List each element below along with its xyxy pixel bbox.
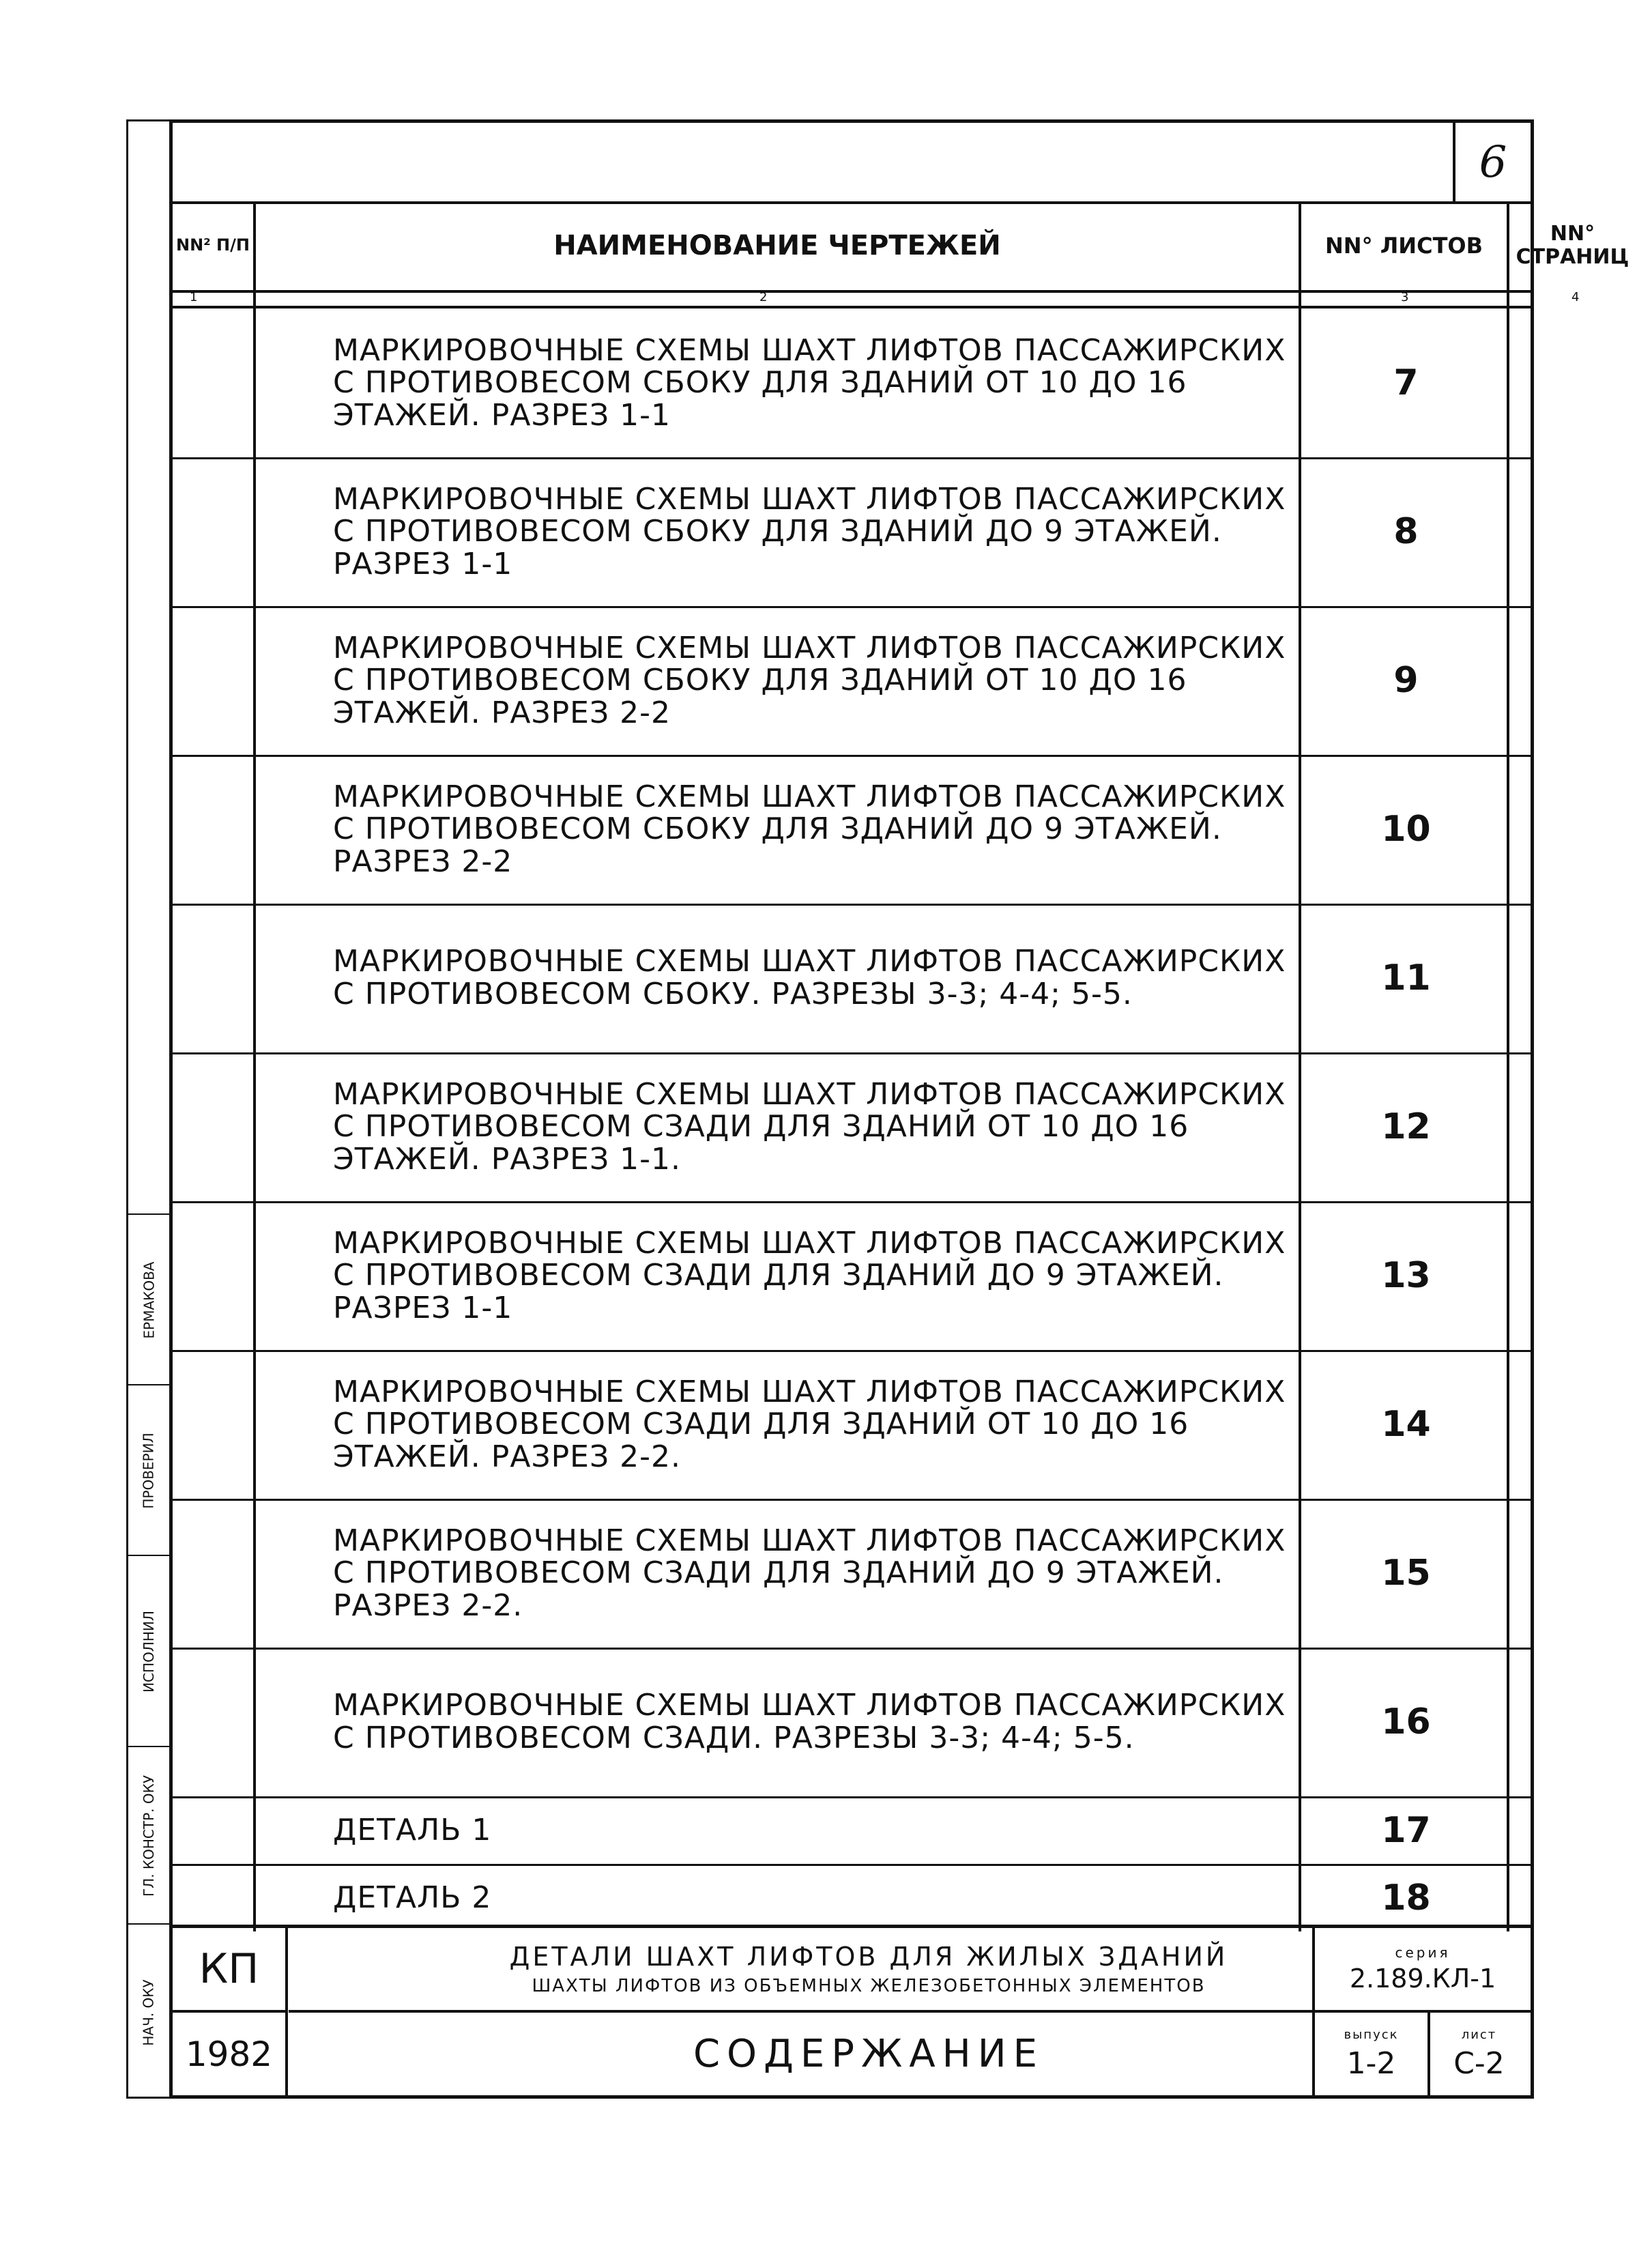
- row-title: МАРКИРОВОЧНЫЕ СХЕМЫ ШАХТ ЛИФТОВ ПАССАЖИРСКИХ С ПРОТИВОВЕСОМ СБОКУ ДЛЯ ЗДАНИЙ ДО 9 ЭТАЖЕЙ. РАЗРЕЗ 1-1: [333, 481, 1286, 581]
- strip-cell-chief: ГЛ. КОНСТР. ОКУ: [128, 1746, 169, 1925]
- row-sheet-number: 18: [1381, 1877, 1431, 1918]
- sheet-cell: [1428, 2013, 1531, 2095]
- row-title: ДЕТАЛЬ 2: [333, 1880, 492, 1915]
- row-title: МАРКИРОВОЧНЫЕ СХЕМЫ ШАХТ ЛИФТОВ ПАССАЖИРСКИХ С ПРОТИВОВЕСОМ СБОКУ ДЛЯ ЗДАНИЙ ОТ 10 ДО 16 ЭТАЖЕЙ. РАЗРЕЗ 2-2: [333, 630, 1286, 730]
- strip-cell-name: ЕРМАКОВА: [128, 1213, 169, 1385]
- table-row: [173, 904, 1531, 1054]
- header-col-number: NN² П/П: [176, 235, 250, 255]
- table-row: [173, 755, 1531, 906]
- table-row: [173, 1350, 1531, 1501]
- row-title: МАРКИРОВОЧНЫЕ СХЕМЫ ШАХТ ЛИФТОВ ПАССАЖИРСКИХ С ПРОТИВОВЕСОМ СБОКУ ДЛЯ ЗДАНИЙ ДО 9 ЭТАЖЕЙ. РАЗРЕЗ 2-2: [333, 779, 1286, 879]
- row-sheet-number: 17: [1381, 1809, 1431, 1851]
- row-sheet-number: 10: [1381, 809, 1431, 850]
- table-row: [173, 1864, 1531, 1931]
- table-row: [173, 606, 1531, 757]
- description-line-1: ДЕТАЛИ ШАХТ ЛИФТОВ ДЛЯ ЖИЛЫХ ЗДАНИЙ: [509, 1942, 1228, 1972]
- table-row: [173, 1052, 1531, 1203]
- table-row: [173, 1796, 1531, 1866]
- col-num-1: 1: [190, 290, 198, 304]
- row-title: МАРКИРОВОЧНЫЕ СХЕМЫ ШАХТ ЛИФТОВ ПАССАЖИРСКИХ С ПРОТИВОВЕСОМ СЗАДИ ДЛЯ ЗДАНИЙ ДО 9 ЭТАЖЕЙ. РАЗРЕЗ 2-2.: [333, 1523, 1286, 1623]
- row-title: МАРКИРОВОЧНЫЕ СХЕМЫ ШАХТ ЛИФТОВ ПАССАЖИРСКИХ С ПРОТИВОВЕСОМ СЗАДИ. РАЗРЕЗЫ 3-3; 4-4; 5-5.: [333, 1688, 1286, 1755]
- table-row: [173, 1648, 1531, 1798]
- row-title: МАРКИРОВОЧНЫЕ СХЕМЫ ШАХТ ЛИФТОВ ПАССАЖИРСКИХ С ПРОТИВОВЕСОМ СЗАДИ ДЛЯ ЗДАНИЙ ОТ 10 ДО 16 ЭТАЖЕЙ. РАЗРЕЗ 2-2.: [333, 1374, 1286, 1474]
- drawing-sheet: [169, 119, 1629, 2099]
- row-title: ДЕТАЛЬ 1: [333, 1812, 492, 1848]
- issue-label: выпуск: [1344, 2027, 1399, 2042]
- header-rule: [173, 290, 1531, 293]
- strip-cell-checked: ПРОВЕРИЛ: [128, 1384, 169, 1556]
- sheet-label: лист: [1461, 2027, 1497, 2042]
- row-sheet-number: 8: [1393, 511, 1419, 552]
- project-year: 1982: [173, 2013, 288, 2095]
- sheet-number: 6: [1453, 123, 1531, 201]
- document-title: СОДЕРЖАНИЕ: [693, 2032, 1045, 2076]
- strip-cell-executed: ИСПОЛНИЛ: [128, 1555, 169, 1747]
- series-label: серия: [1395, 1944, 1451, 1961]
- row-sheet-number: 12: [1381, 1106, 1431, 1147]
- sheet-value: С-2: [1453, 2045, 1505, 2081]
- header-col-title: НАИМЕНОВАНИЕ ЧЕРТЕЖЕЙ: [553, 230, 1001, 261]
- project-description: [289, 1928, 1449, 2013]
- row-sheet-number: 13: [1381, 1255, 1431, 1296]
- row-sheet-number: 16: [1381, 1701, 1431, 1742]
- row-sheet-number: 7: [1393, 362, 1419, 403]
- top-bar: [173, 123, 1531, 204]
- row-sheet-number: 15: [1381, 1553, 1431, 1594]
- description-line-2: ШАХТЫ ЛИФТОВ ИЗ ОБЪЕМНЫХ ЖЕЛЕЗОБЕТОННЫХ ЭЛЕМЕНТОВ: [532, 1976, 1206, 1996]
- row-sheet-number: 14: [1381, 1404, 1431, 1445]
- series-cell: [1312, 1928, 1531, 2013]
- strip-cell-head: НАЧ. ОКУ: [128, 1923, 169, 2100]
- table-row: [173, 1201, 1531, 1352]
- series-value: 2.189.КЛ-1: [1349, 1964, 1496, 1994]
- table-row: [173, 457, 1531, 608]
- issue-cell: [1312, 2013, 1430, 2095]
- row-sheet-number: 11: [1381, 958, 1431, 998]
- row-sheet-number: 9: [1393, 660, 1419, 701]
- header-col-sheets: NN° ЛИСТОВ: [1325, 232, 1483, 259]
- row-title: МАРКИРОВОЧНЫЕ СХЕМЫ ШАХТ ЛИФТОВ ПАССАЖИРСКИХ С ПРОТИВОВЕСОМ СЗАДИ ДЛЯ ЗДАНИЙ ОТ 10 ДО 16 ЭТАЖЕЙ. РАЗРЕЗ 1-1.: [333, 1076, 1286, 1177]
- table-row: [173, 308, 1531, 459]
- col-num-3: 3: [1401, 290, 1409, 304]
- title-block: [173, 1925, 1531, 2095]
- row-title: МАРКИРОВОЧНЫЕ СХЕМЫ ШАХТ ЛИФТОВ ПАССАЖИРСКИХ С ПРОТИВОВЕСОМ СЗАДИ ДЛЯ ЗДАНИЙ ДО 9 ЭТАЖЕЙ. РАЗРЕЗ 1-1: [333, 1225, 1286, 1325]
- row-title: МАРКИРОВОЧНЫЕ СХЕМЫ ШАХТ ЛИФТОВ ПАССАЖИРСКИХ С ПРОТИВОВЕСОМ СБОКУ. РАЗРЕЗЫ 3-3; 4-4; 5-5.: [333, 944, 1286, 1011]
- row-title: МАРКИРОВОЧНЫЕ СХЕМЫ ШАХТ ЛИФТОВ ПАССАЖИРСКИХ С ПРОТИВОВЕСОМ СБОКУ ДЛЯ ЗДАНИЙ ОТ 10 ДО 16 ЭТАЖЕЙ. РАЗРЕЗ 1-1: [333, 332, 1286, 433]
- project-code: КП: [173, 1928, 288, 2013]
- header-col-pages: NN° СТРАНИЦ: [1516, 221, 1629, 269]
- side-approval-strip: [126, 119, 169, 2099]
- col-num-2: 2: [759, 290, 768, 304]
- table-row: [173, 1499, 1531, 1650]
- col-num-4: 4: [1571, 290, 1580, 304]
- issue-value: 1-2: [1346, 2045, 1396, 2081]
